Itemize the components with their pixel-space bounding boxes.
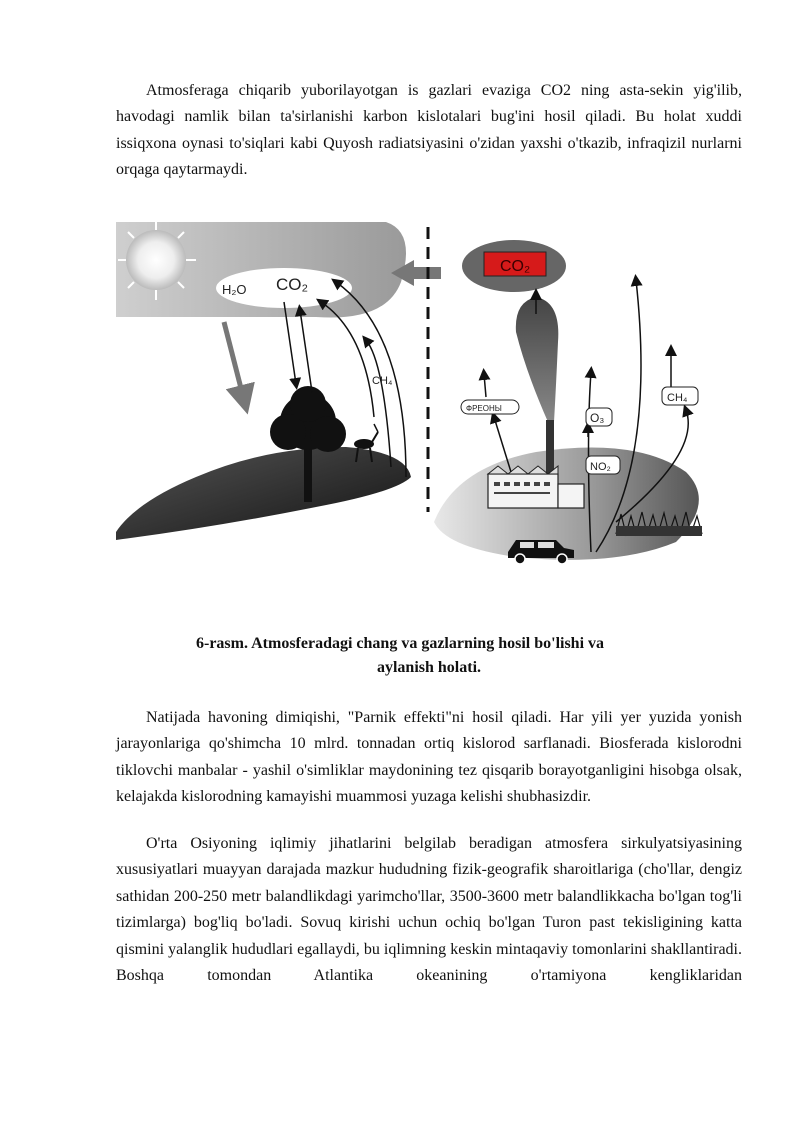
chimney [546,420,554,478]
figure-caption-line1: 6-rasm. Atmosferadagi chang va gazlarning hosil bo'lishi va [196,635,605,652]
paragraph-greenhouse-effect: Natijada havoning dimiqishi, "Parnik effekti"ni hosil qiladi. Har yili yer yuzida yonish jarayonlariga qo'shimcha 10 mlrd. tonnadan ortiq kislorod sarflanadi. Biosferada kislorodni tiklovchi manbalar - yashil o'simliklar maydonining tez qisqarib borayotganligini hisobga olsak, kelajakda kislorodning kamayishi muammosi yuzaga kelishi shubhasizdir. [116,709,742,806]
o3-label: O₃ [590,411,605,425]
no2-label: NO₂ [590,461,611,473]
co2-box-label: CO₂ [500,258,531,275]
ch4-label-left: CH₄ [372,375,393,387]
greenhouse-figure [116,222,706,572]
smoke-plume [516,297,558,422]
freons-label: ФРЕОНЫ [466,404,502,413]
h2o-label: H₂O [222,282,247,297]
figure-caption-line2: aylanish holati. [376,659,482,676]
co2-label-left: CO₂ [276,275,309,294]
ch4-label-right: CH₄ [667,392,688,404]
paragraph-intro: Atmosferaga chiqarib yuborilayotgan is gazlari evaziga CO2 ning asta-sekin yig'ilib, havodagi namlik bilan ta'sirlanishi karbon kislotalari bug'ini hosil qiladi. Bu holat xuddi issiqxona oynasi to'siqlari kabi Quyosh radiatsiyasini o'zidan yaxshi o'tkazib, infraqizil nurlarni orqaga qaytarmaydi. [116,82,742,179]
paragraph-central-asia: O'rta Osiyoning iqlimiy jihatlarini belgilab beradigan atmosfera sirkulyatsiyasining xususiyatlari muayyan darajada mazkur hududning fizik-geografik sharoitlariga (cho'llar, dengiz sathidan 200-250 metr balandlikdagi yarimcho'llar, 3500-3600 metr balandlikkacha bo'lgan tog'li tizimlarga) bog'liq bo'ladi. Sovuq kirishi uchun ochiq bo'lgan Turon past tekisligining katta qismini yalanglik hududlari egallaydi, bu iqlimning keskin mintaqaviy tomonlarini shakllantiradi. Boshqa tomondan Atlantika okeanining o'rtamiyona kengliklaridan [116,835,742,985]
ground-left [116,447,411,540]
sun-ray-arrow [224,322,244,400]
